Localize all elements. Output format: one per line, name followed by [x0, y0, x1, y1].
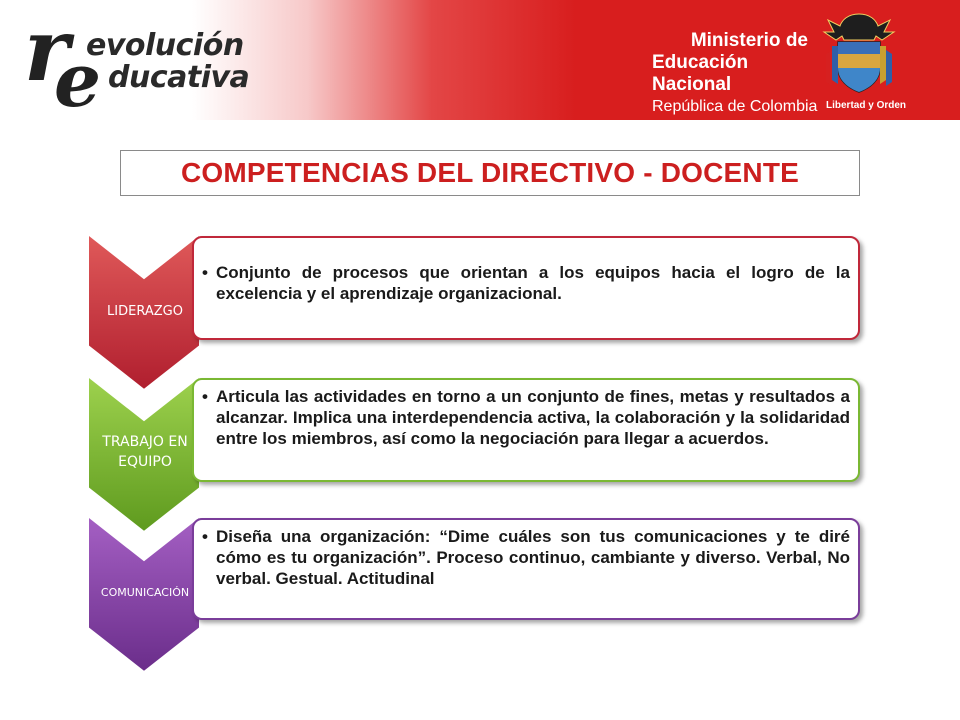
card-text-liderazgo	[202, 262, 850, 304]
chevron-label-comunicacion: COMUNICACIÓN	[100, 586, 190, 599]
competency-row-liderazgo	[80, 232, 864, 392]
logo-letter-r: r	[24, 0, 70, 101]
card-comunicacion	[192, 518, 860, 620]
card-text-trabajo-en-equipo	[202, 386, 850, 449]
logo-letter-e: e	[54, 38, 102, 124]
page-title: COMPETENCIAS DEL DIRECTIVO - DOCENTE	[180, 157, 800, 188]
chevron-label-trabajo-en-equipo: TRABAJO EN EQUIPO	[102, 434, 188, 470]
card-liderazgo	[192, 236, 860, 340]
header-banner	[0, 0, 960, 124]
title-box	[120, 150, 860, 196]
logo-word-revolucion: evolución	[86, 28, 244, 63]
bullet-marker: •	[202, 263, 208, 282]
chevron-label-liderazgo: LIDERAZGO	[107, 304, 183, 319]
card-trabajo-en-equipo	[192, 378, 860, 482]
competency-row-trabajo-en-equipo	[80, 374, 864, 534]
description-trabajo-en-equipo: Articula las actividades en torno a un conjunto de fines, metas y resultados a alcanzar. Implica una interdependencia activa, la colaboración y la solidaridad entre los miembros, así como la negociación para llegar a acuerdos.	[216, 387, 850, 448]
crest-motto: Libertad y Orden	[826, 100, 907, 111]
description-liderazgo: Conjunto de procesos que orientan a los equipos hacia el logro de la excelencia y el aprendizaje organizacional.	[216, 263, 850, 303]
ministry-line-2: Educación Nacional	[652, 52, 749, 95]
competency-row-comunicacion	[80, 514, 864, 674]
logo-word-educativa: ducativa	[108, 60, 250, 95]
description-comunicacion: Diseña una organización: “Dime cuáles son tus comunicaciones y te diré cómo es tu organización”. Proceso continuo, cambiante y diverso. Verbal, No verbal. Gestual. Actitudinal	[216, 527, 850, 588]
ministry-line-1: Ministerio de	[690, 30, 808, 51]
ministry-name	[652, 30, 822, 118]
bullet-marker: •	[202, 387, 208, 406]
ministry-line-3: República de Colombia	[652, 98, 818, 115]
card-text-comunicacion	[202, 526, 850, 589]
coat-of-arms-icon	[818, 10, 900, 98]
revolucion-educativa-logo	[24, 0, 284, 124]
bullet-marker: •	[202, 527, 208, 546]
